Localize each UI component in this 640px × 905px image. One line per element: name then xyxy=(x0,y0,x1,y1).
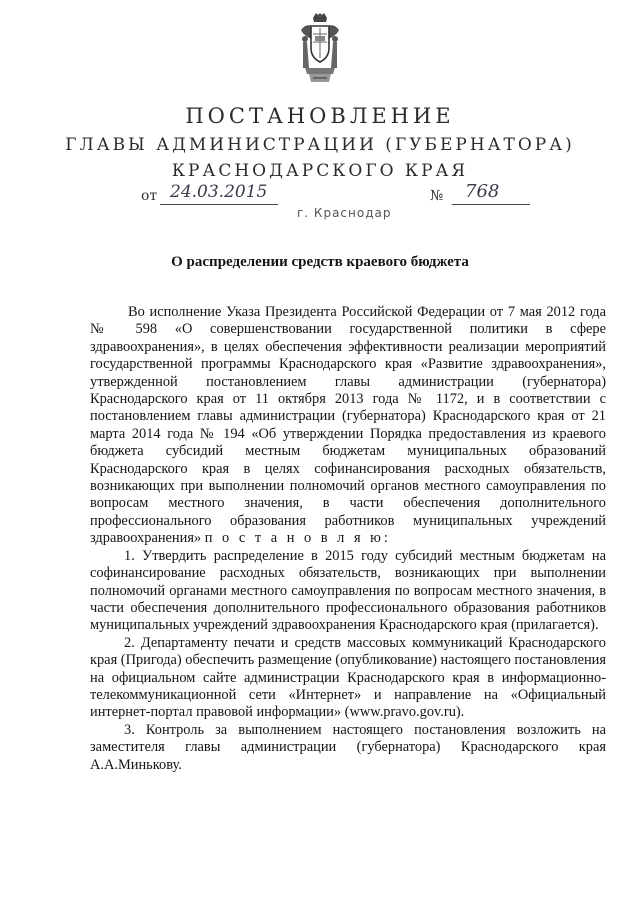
document-body xyxy=(90,304,606,774)
preamble-text: Во исполнение Указа Президента Российской Федерации от 7 мая 2012 года № 598 «О совершенствовании государственной политики в сфере здравоохранения», в целях обеспечения эффективности реализации мероприятий государственной программы Краснодарского края «Развитие здравоохранения», утвержденной постановлением главы администрации (губернатора) Краснодарского края от 11 октября 2013 года № 1172, и в соответствии с постановлением главы администрации (губернатора) Краснодарского края от 21 марта 2014 года № 194 «Об утверждении Порядка предоставления из краевого бюджета субсидий местным бюджетам муниципальных образований Краснодарского края в целях софинансирования расходных обязательств, возникающих при выполнении полномочий органов местного самоуправления по вопросам местного значения, в части обеспечения дополнительного профессионального образования работников муниципальных учреждений здравоохранения» xyxy=(90,304,606,547)
document-heading: О распределении средств краевого бюджета xyxy=(171,254,469,270)
document-title: ПОСТАНОВЛЕНИЕ xyxy=(185,104,455,128)
number-underline xyxy=(452,204,530,205)
date-underline xyxy=(160,204,278,205)
resolve-word: п о с т а н о в л я ю: xyxy=(204,530,391,547)
city-label: г. Краснодар xyxy=(297,206,392,220)
paragraph-item-3: 3. Контроль за выполнением настоящего постановления возложить на заместителя главы администрации (губернатора) Краснодарского края А.А.Минькову. xyxy=(90,721,606,773)
paragraph-item-2: 2. Департаменту печати и средств массовых коммуникаций Краснодарского края (Пригода) обеспечить размещение (опубликование) настоящего постановления на официальном сайте администрации Краснодарского края в информационно-телекоммуникационной сети «Интернет» и направление на «Официальный интернет-портал правовой информации» (www.pravo.gov.ru). xyxy=(90,634,606,721)
paragraph-preamble xyxy=(90,304,606,548)
issuer-line-1: ГЛАВЫ АДМИНИСТРАЦИИ (ГУБЕРНАТОРА) xyxy=(65,135,575,155)
issuer-line-2: КРАСНОДАРСКОГО КРАЯ xyxy=(171,161,469,181)
date-handwritten: 24.03.2015 xyxy=(170,182,268,202)
number-label: № xyxy=(430,188,444,204)
coat-of-arms-emblem xyxy=(297,12,343,86)
paragraph-item-1: 1. Утвердить распределение в 2015 году субсидий местным бюджетам на софинансирование расходных обязательств, возникающих при выполнении полномочий органами местного самоуправления по вопросам местного значения, в части обеспечения дополнительного профессионального образования работников муниципальных учреждений здравоохранения Краснодарского края (прилагается). xyxy=(90,547,606,634)
number-handwritten: 768 xyxy=(465,181,500,202)
date-label: от xyxy=(141,188,158,204)
